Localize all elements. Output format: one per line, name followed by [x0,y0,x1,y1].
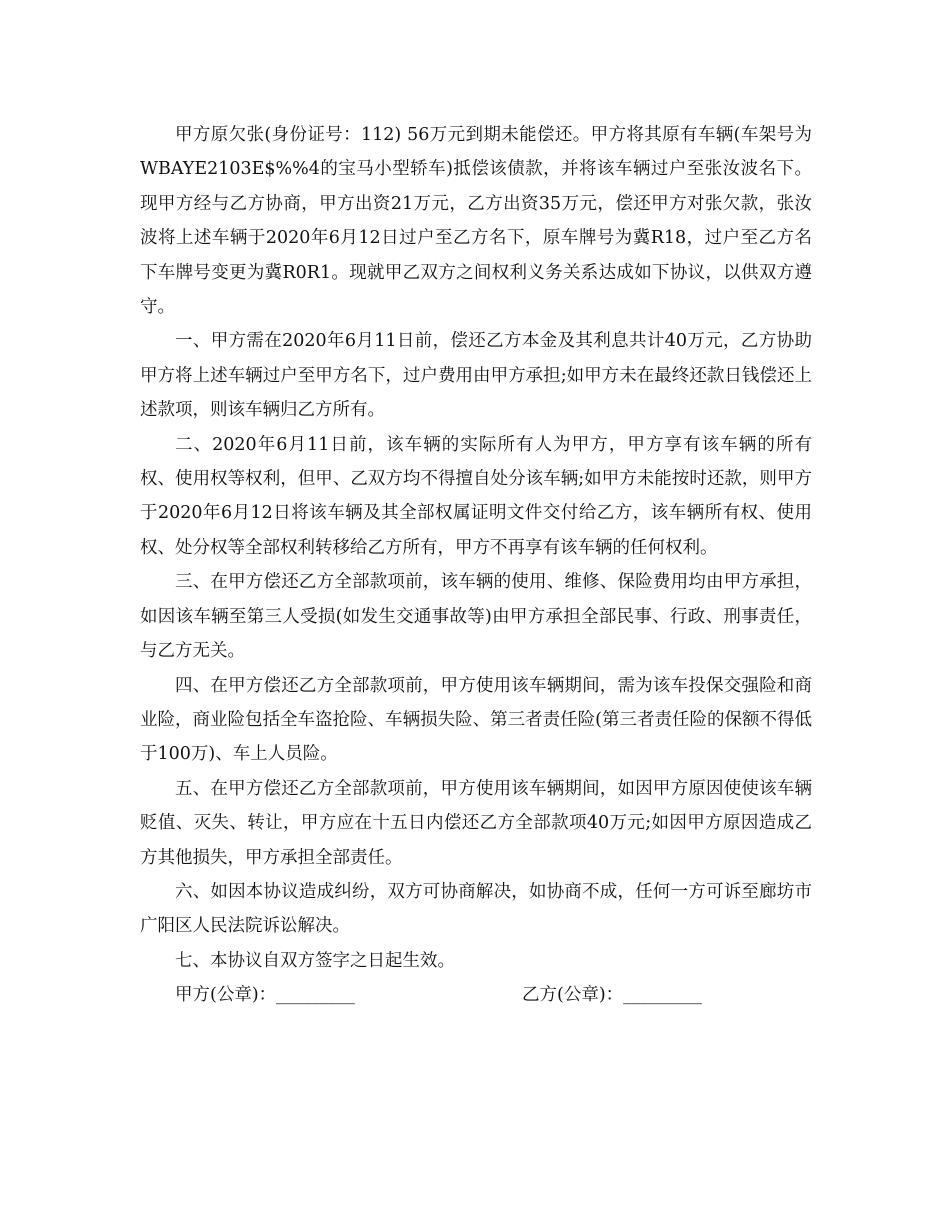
clause-6: 六、如因本协议造成纠纷，双方可协商解决，如协商不成，任何一方可诉至廊坊市广阳区人民法院诉讼解决。 [140,881,812,937]
clause-7: 七、本协议自双方签字之日起生效。 [175,950,455,971]
clause-1: 一、甲方需在2020年6月11日前，偿还乙方本金及其利息共计40万元，乙方协助甲方将上述车辆过户至甲方名下，过户费用由甲方承担;如甲方未在最终还款日钱偿还上述款项，则该车辆归乙方所有。 [140,331,812,421]
party-b-seal-line: 乙方(公章)：_________ [522,985,702,1006]
intro-paragraph: 甲方原欠张(身份证号：112) 56万元到期未能偿还。甲方将其原有车辆(车架号为WBAYE2103E$%%4的宝马小型轿车)抵偿该债款，并将该车辆过户至张汝波名下。现甲方经与乙方协商，甲方出资21万元，乙方出资35万元，偿还甲方对张欠款，张汝波将上述车辆于2020年6月12日过户至乙方名下，原车牌号为冀R18，过户至乙方名下车牌号变更为冀R0R1。现就甲乙双方之间权利义务关系达成如下协议，以供双方遵守。 [140,125,812,318]
clause-4: 四、在甲方偿还乙方全部款项前，甲方使用该车辆期间，需为该车投保交强险和商业险，商业险包括全车盗抢险、车辆损失险、第三者责任险(第三者责任险的保额不得低于100万)、车上人员险。 [140,675,812,765]
party-a-seal-line: 甲方(公章)：_________ [175,985,355,1006]
clause-3: 三、在甲方偿还乙方全部款项前，该车辆的使用、维修、保险费用均由甲方承担，如因该车辆至第三人受损(如发生交通事故等)由甲方承担全部民事、行政、刑事责任，与乙方无关。 [140,572,812,662]
clause-5: 五、在甲方偿还乙方全部款项前，甲方使用该车辆期间，如因甲方原因使使该车辆贬值、灭失、转让，甲方应在十五日内偿还乙方全部款项40万元;如因甲方原因造成乙方其他损失，甲方承担全部责任。 [140,778,812,868]
clause-2: 二、2020年6月11日前，该车辆的实际所有人为甲方，甲方享有该车辆的所有权、使用权等权利，但甲、乙双方均不得擅自处分该车辆;如甲方未能按时还款，则甲方于2020年6月12日将该车辆及其全部权属证明文件交付给乙方，该车辆所有权、使用权、处分权等全部权利转移给乙方所有，甲方不再享有该车辆的任何权利。 [140,434,812,558]
agreement-body [140,118,812,1013]
signature-row [140,978,812,1012]
